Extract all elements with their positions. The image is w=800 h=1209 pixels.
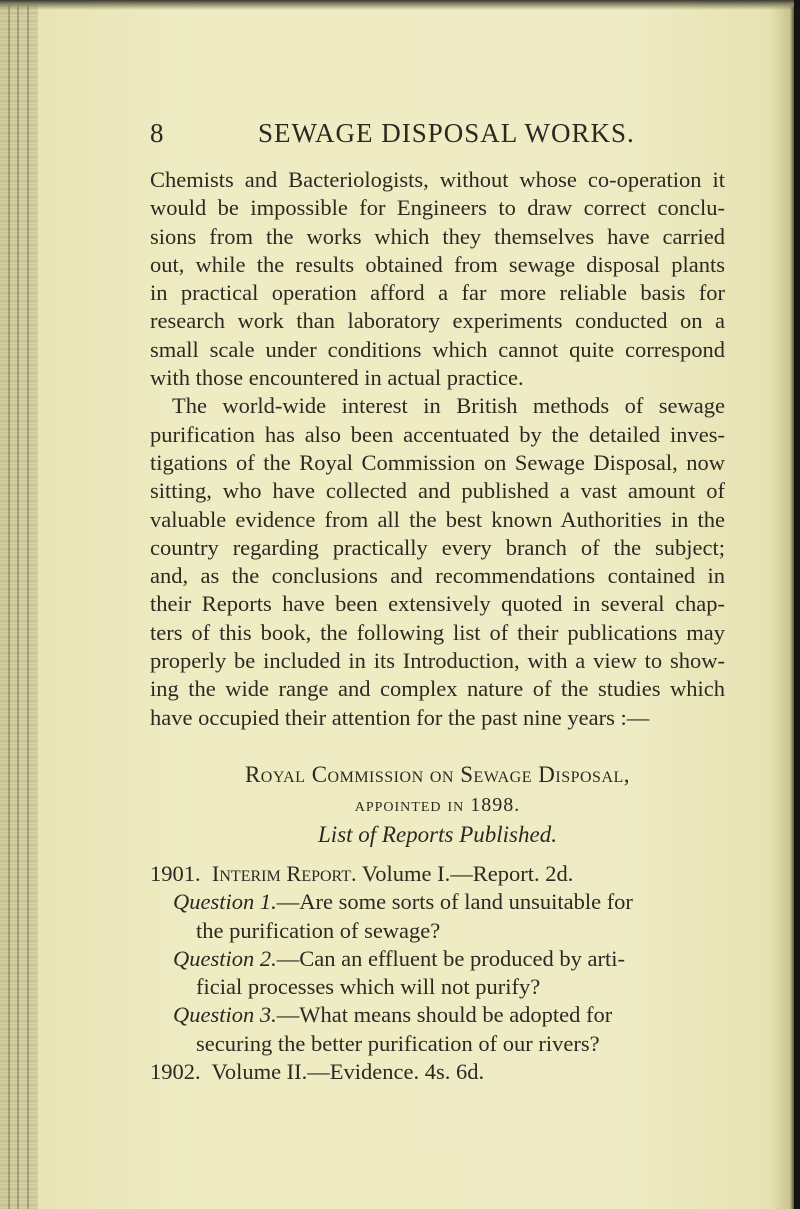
commission-heading bbox=[150, 760, 725, 820]
question-text-continued: securing the better purification of our rivers? bbox=[196, 1030, 600, 1056]
page-header bbox=[150, 118, 730, 158]
entry-detail: Volume I.—Report. 2d. bbox=[356, 861, 574, 886]
text-line: valuable evidence from all the best known Authorities in the bbox=[150, 506, 725, 532]
running-head: SEWAGE DISPOSAL WORKS. bbox=[258, 118, 635, 148]
page-number: 8 bbox=[150, 118, 165, 148]
right-page-edge bbox=[794, 0, 800, 1209]
text-line: sitting, who have collected and published a vast amount of bbox=[150, 478, 725, 504]
question-text-continued: the purification of sewage? bbox=[196, 917, 441, 943]
text-line: ing the wide range and complex nature of the studies which bbox=[150, 676, 725, 702]
text-line: in practical operation afford a far more reliable basis for bbox=[150, 280, 725, 306]
question-label: Question 1. bbox=[173, 889, 277, 915]
text-line: out, while the results obtained from sewage disposal plants bbox=[150, 251, 725, 277]
list-title: List of Reports Published. bbox=[318, 822, 557, 847]
text-line: country regarding practically every branch of the subject; bbox=[150, 534, 725, 560]
text-line: sions from the works which they themselves have carried bbox=[150, 223, 725, 249]
list-item bbox=[150, 1001, 725, 1029]
binding-edge-line bbox=[8, 0, 10, 1209]
entry-year: 1902. bbox=[150, 1059, 201, 1085]
question-text-continued: ficial processes which will not purify? bbox=[196, 974, 541, 1000]
text-line: small scale under conditions which cannot quite correspond bbox=[150, 336, 725, 362]
question-label: Question 2. bbox=[173, 945, 277, 971]
list-item bbox=[150, 945, 725, 973]
text-line: purification has also been accentuated by the detailed inves- bbox=[150, 421, 725, 447]
list-item bbox=[150, 860, 725, 888]
binding-edge-line bbox=[17, 0, 19, 1209]
question-text: —What means should be adopted for bbox=[276, 1002, 613, 1028]
text-line: properly be included in its Introduction, with a view to show- bbox=[150, 648, 725, 674]
text-line: tigations of the Royal Commission on Sewage Disposal, now bbox=[150, 449, 725, 475]
body-text bbox=[150, 166, 725, 732]
text-line: research work than laboratory experiments conducted on a bbox=[150, 308, 725, 334]
list-item bbox=[150, 1058, 725, 1086]
entry-detail: Volume II.—Evidence. 4s. 6d. bbox=[206, 1059, 485, 1085]
question-text: —Are some sorts of land unsuitable for bbox=[276, 889, 633, 915]
entry-title: Interim Report. bbox=[211, 861, 357, 886]
text-line: The world-wide interest in British methods of sewage bbox=[172, 393, 725, 419]
binding-edge-line bbox=[27, 0, 29, 1209]
text-line: their Reports have been extensively quoted in several chap- bbox=[150, 591, 725, 617]
binding-spine bbox=[0, 0, 38, 1209]
top-edge-shadow bbox=[0, 0, 800, 10]
text-line: and, as the conclusions and recommendations contained in bbox=[150, 563, 725, 589]
commission-title: Royal Commission on Sewage Disposal, bbox=[244, 762, 631, 787]
text-line: ters of this book, the following list of their publications may bbox=[150, 619, 725, 645]
text-line: have occupied their attention for the past nine years :— bbox=[150, 704, 650, 730]
reports-list bbox=[150, 860, 725, 1086]
list-item bbox=[150, 888, 725, 916]
text-line: Chemists and Bacteriologists, without whose co-operation it bbox=[150, 167, 725, 192]
question-text: —Can an effluent be produced by arti- bbox=[276, 945, 625, 971]
entry-year: 1901. bbox=[150, 861, 201, 886]
question-label: Question 3. bbox=[173, 1002, 277, 1028]
text-line: with those encountered in actual practice. bbox=[150, 365, 524, 391]
commission-appointed: appointed in 1898. bbox=[354, 794, 521, 816]
text-line: would be impossible for Engineers to draw correct conclu- bbox=[150, 195, 725, 221]
